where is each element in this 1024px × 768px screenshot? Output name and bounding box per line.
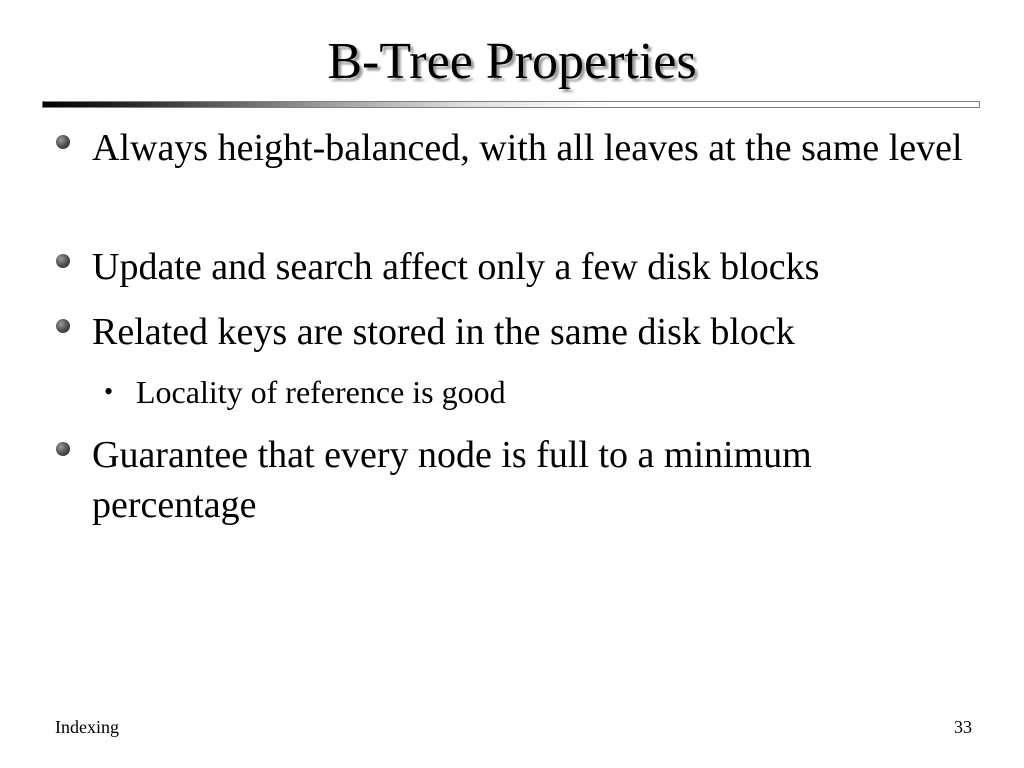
- bullet-text: Update and search affect only a few disk blocks: [92, 246, 820, 288]
- bullet-item: [56, 430, 956, 530]
- sub-bullet-item: [104, 372, 924, 412]
- bullet-dot-icon: [56, 135, 70, 149]
- bullet-item: [56, 307, 956, 357]
- bullet-text: Related keys are stored in the same disk block: [92, 311, 795, 353]
- page-number: 33: [954, 717, 972, 737]
- bullet-dot-icon: [56, 319, 70, 333]
- sub-bullet-text: Locality of reference is good: [136, 374, 506, 410]
- slide-title: B-Tree Properties: [327, 33, 697, 90]
- bullet-item: [56, 123, 963, 223]
- bullet-text: Guarantee that every node is full to a minimum percentage: [92, 434, 812, 526]
- bullet-dot-icon: [56, 442, 70, 456]
- bullet-item: [56, 242, 956, 292]
- bullet-text: Always height-balanced, with all leaves at the same level: [92, 127, 963, 169]
- footer-label: Indexing: [55, 717, 119, 737]
- sub-bullet-dot-icon: •: [104, 377, 114, 406]
- title-divider: [42, 101, 980, 108]
- bullet-dot-icon: [56, 254, 70, 268]
